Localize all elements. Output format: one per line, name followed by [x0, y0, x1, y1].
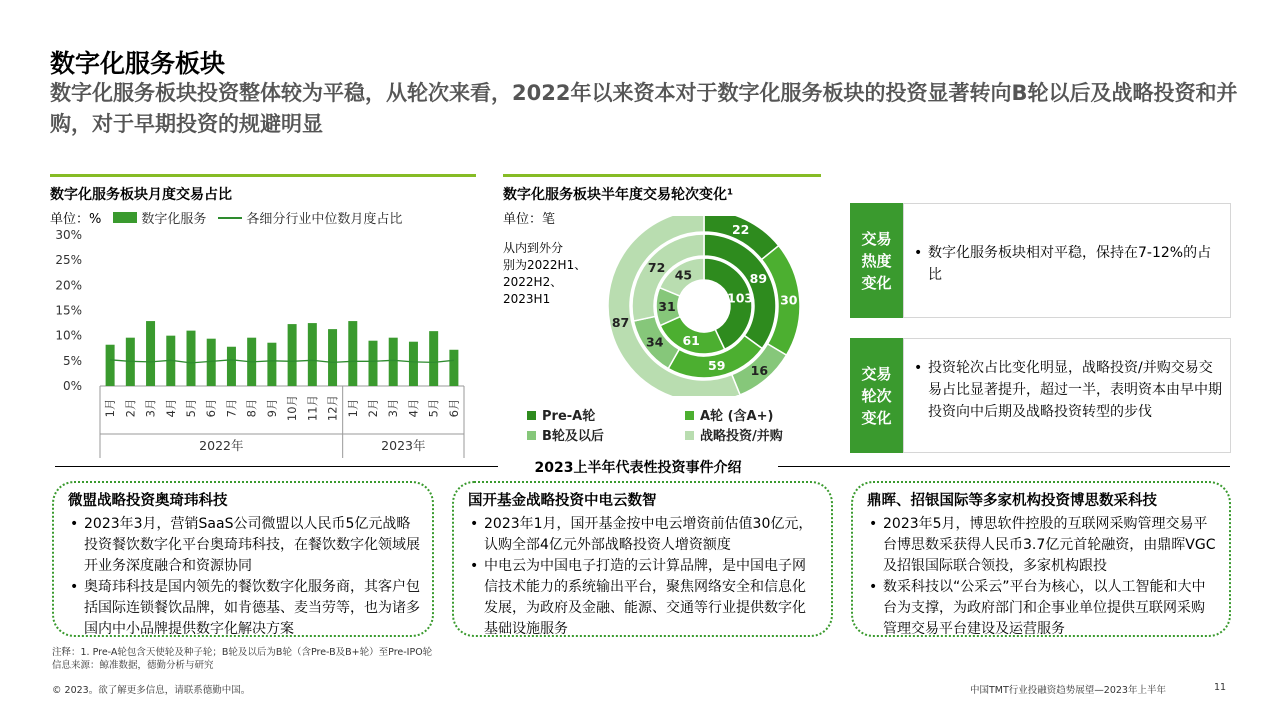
x-tick-label: 6月 [204, 398, 219, 418]
bar-digital-service [227, 347, 236, 386]
bar-digital-service [348, 321, 357, 386]
event-card-3-title: 鼎晖、招银国际等多家机构投资博思数采科技 [867, 493, 1157, 509]
x-tick-label: 10月 [285, 394, 300, 422]
legend-label: Pre-A轮 [542, 409, 596, 424]
y-tick-label: 20% [55, 278, 82, 293]
bar-digital-service [409, 342, 418, 386]
legend-line-label: 各细分行业中位数月度占比 [246, 212, 403, 227]
legend-bar-label: 数字化服务 [141, 212, 207, 227]
left-chart-unit: 单位：% [50, 212, 102, 227]
x-tick-label: 8月 [244, 398, 259, 418]
finding-text-round [903, 338, 1231, 453]
legend-swatch [527, 411, 536, 420]
donut-ring-order-note [503, 240, 586, 308]
bar-digital-service [187, 331, 196, 386]
y-tick-label: 10% [55, 328, 82, 343]
event-card-3 [851, 481, 1231, 637]
copyright-text: © 2023。欲了解更多信息，请联系德勤中国。 [52, 685, 251, 696]
donut-value-label: 89 [749, 270, 768, 286]
donut-value-label: 22 [731, 221, 750, 237]
donut-value-label: 72 [647, 260, 666, 276]
events-header: 2023上半年代表性投资事件介绍 [498, 457, 778, 475]
event-card-1-title: 微盟战略投资奥琦玮科技 [68, 493, 228, 509]
x-tick-label: 5月 [426, 398, 441, 418]
page-number: 11 [1214, 682, 1227, 693]
legend-swatch [527, 431, 536, 440]
x-tick-label: 12月 [325, 394, 340, 422]
x-tick-label: 5月 [184, 398, 198, 418]
y-tick-label: 5% [62, 353, 82, 368]
legend-label: 战略投资/并购 [700, 429, 783, 444]
bar-digital-service [267, 343, 276, 386]
ring-note-line-2: 别为2022H1、 [503, 258, 587, 272]
x-tick-label: 7月 [224, 398, 239, 418]
donut-value-label: 45 [674, 267, 693, 283]
ring-note-line-1: 从内到外分 [503, 241, 564, 255]
y-tick-label: 25% [55, 253, 82, 268]
left-chart-title: 数字化服务板块月度交易占比 [50, 187, 232, 203]
page-subtitle: 数字化服务板块投资整体较为平稳，从轮次来看，2022年以来资本对于数字化服务板块的投资显著转向B轮以后及战略投资和并购，对于早期投资的规避明显 [50, 81, 1238, 136]
y-tick-label: 30% [55, 228, 82, 242]
line-industry-median [110, 360, 454, 363]
legend-label: B轮及以后 [542, 429, 604, 444]
bar-digital-service [449, 350, 458, 386]
finding-text-heat [903, 203, 1231, 318]
x-tick-label: 1月 [103, 398, 118, 418]
donut-value-label: 31 [658, 298, 676, 314]
y-tick-label: 0% [62, 379, 82, 393]
bar-digital-service [369, 341, 378, 386]
bar-digital-service [389, 338, 398, 386]
donut-chart-unit: 单位：笔 [503, 212, 556, 227]
page-title: 数字化服务板块 [50, 49, 226, 78]
donut-value-label: 34 [646, 334, 664, 350]
event-card-2-bullet: • 中电云为中国电子打造的云计算品牌，是中国电子网信技术能力的系统输出平台，聚焦网络安全和信息化发展，为政府及金融、能源、交通等行业提供数字化基础设施服务 [468, 556, 819, 640]
finding-label-round: 交易 轮次 变化 [850, 338, 903, 453]
x-tick-label: 4月 [406, 398, 421, 418]
x-tick-label: 3月 [386, 398, 401, 418]
event-card-1-bullet: • 奥琦玮科技是国内领先的餐饮数字化服务商，其客户包括国际连锁餐饮品牌，如肯德基、麦当劳等，也为诸多国内中小品牌提供数字化解决方案 [68, 577, 420, 640]
donut-chart-title: 数字化服务板块半年度交易轮次变化¹ [503, 187, 734, 203]
donut-value-label: 87 [611, 314, 630, 330]
x-group-label: 2023年 [381, 438, 426, 453]
donut-chart-legend [525, 408, 825, 450]
finding-round-bullet: • 投资轮次占比变化明显，战略投资/并购交易交易占比显著提升，超过一半，表明资本由早中期投资向中后期及战略投资转型的步伐 [912, 357, 1222, 423]
legend-swatch [685, 411, 694, 420]
x-group-label: 2022年 [199, 438, 244, 453]
monthly-share-bar-chart [40, 222, 480, 462]
donut-chart-accent-line [503, 174, 821, 177]
donut-value-label: 16 [750, 362, 769, 378]
bar-digital-service [146, 321, 155, 386]
donut-value-label: 103 [727, 290, 754, 306]
source-line: 信息来源：鲸准数据，德勤分析与研究 [52, 660, 214, 671]
bar-digital-service [328, 329, 337, 386]
event-card-1 [52, 481, 434, 637]
legend-swatch [685, 431, 694, 440]
footnotes [52, 646, 432, 672]
bar-digital-service [207, 339, 216, 386]
left-chart-accent-line [50, 174, 476, 177]
event-card-3-bullet: • 2023年5月，博思软件控股的互联网采购管理交易平台博思数采获得人民币3.7亿元首轮融资，由鼎晖VGC及招银国际联合领投，多家机构跟投 [867, 514, 1217, 577]
bar-digital-service [308, 323, 317, 386]
legend-line-swatch [218, 217, 242, 219]
event-card-2-title: 国开基金战略投资中电云数智 [468, 493, 657, 509]
donut-value-label: 30 [780, 292, 798, 308]
event-card-2 [452, 481, 833, 637]
bar-digital-service [429, 331, 438, 386]
ring-note-line-3: 2022H2、 [503, 275, 563, 289]
x-tick-label: 11月 [305, 394, 320, 422]
donut-value-label: 59 [708, 358, 726, 374]
x-tick-label: 9月 [264, 398, 279, 418]
x-tick-label: 1月 [345, 398, 360, 418]
round-distribution-donut-chart [600, 216, 810, 396]
x-tick-label: 6月 [446, 398, 461, 418]
ring-note-line-4: 2023H1 [503, 292, 551, 306]
bar-digital-service [106, 345, 115, 386]
x-tick-label: 3月 [143, 398, 158, 418]
finding-heat-bullet: • 数字化服务板块相对平稳，保持在7-12%的占比 [912, 242, 1220, 286]
legend-label: A轮 (含A+) [700, 409, 774, 424]
y-tick-label: 15% [55, 303, 82, 318]
x-tick-label: 2月 [366, 398, 380, 418]
bar-digital-service [288, 324, 297, 386]
event-card-1-bullet: • 2023年3月，营销SaaS公司微盟以人民币5亿元战略投资餐饮数字化平台奥琦玮科技，在餐饮数字化领域展开业务深度融合和资源协同 [68, 514, 420, 577]
event-card-3-bullet: • 数采科技以“公采云”平台为核心，以人工智能和大中台为支撑，为政府部门和企事业单位提供互联网采购管理交易平台建设及运营服务 [867, 577, 1217, 640]
footnote-line: 注释：1. Pre-A轮包含天使轮及种子轮；B轮及以后为B轮（含Pre-B及B+轮）至Pre-IPO轮 [52, 647, 433, 658]
finding-label-heat: 交易 热度 变化 [850, 203, 903, 318]
x-tick-label: 4月 [163, 398, 178, 418]
event-card-2-bullet: • 2023年1月，国开基金按中电云增资前估值30亿元，认购全部4亿元外部战略投资人增资额度 [468, 514, 819, 556]
x-tick-label: 2月 [123, 398, 138, 418]
donut-value-label: 61 [682, 333, 700, 349]
report-name: 中国TMT行业投融资趋势展望—2023年上半年 [970, 685, 1166, 696]
